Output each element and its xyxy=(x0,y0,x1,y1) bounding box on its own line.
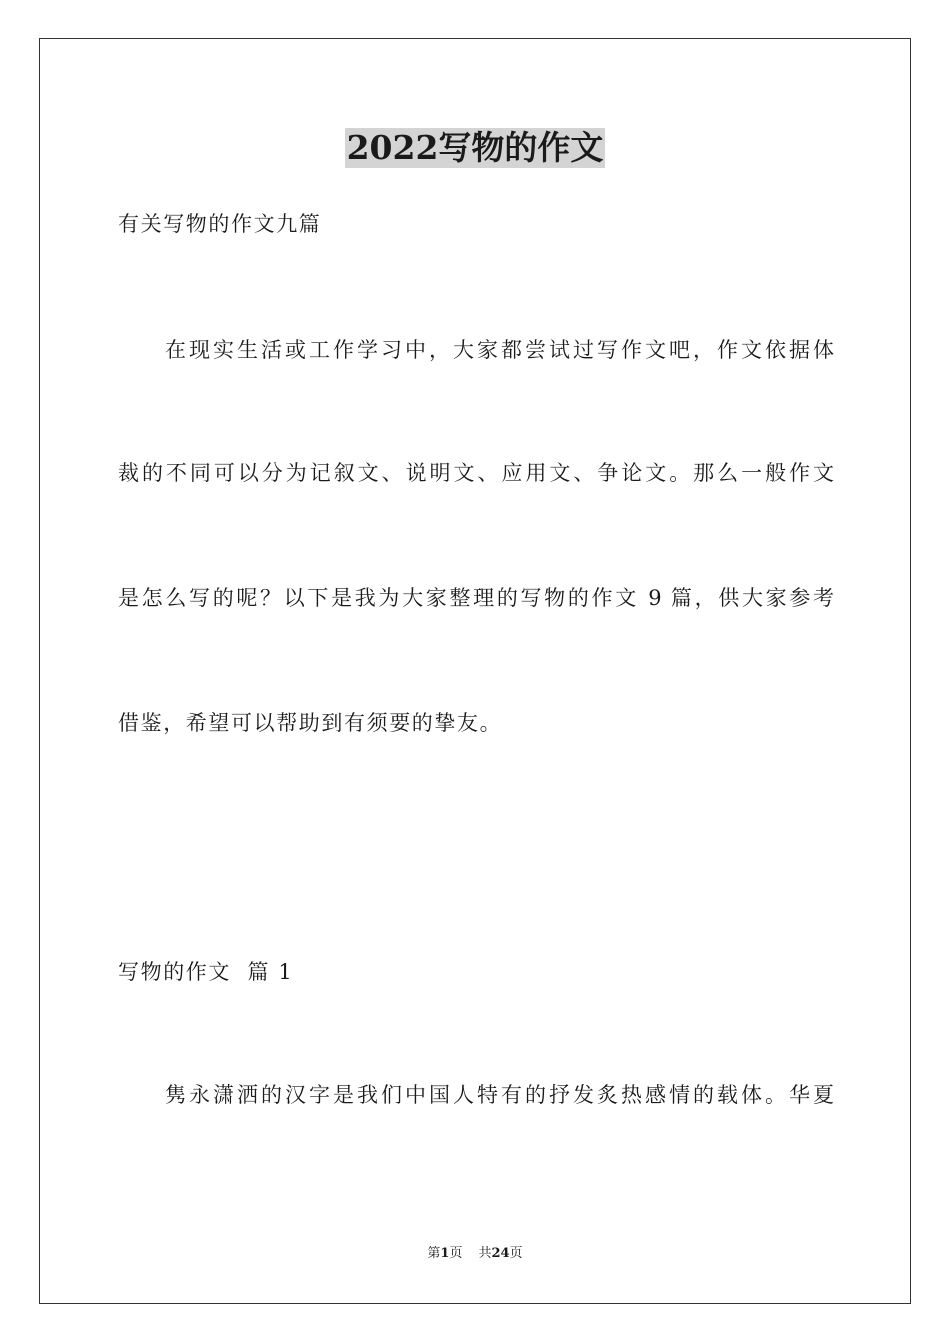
footer-total-suffix: 页 xyxy=(509,1246,523,1261)
intro-line-1: 在现实生活或工作学习中，大家都尝试过写作文吧，作文依据体 xyxy=(165,338,834,362)
section-line-1: 隽永潇洒的汉字是我们中国人特有的抒发炙热感情的载体。华夏 xyxy=(165,1083,834,1107)
footer-page-prefix: 第 xyxy=(427,1246,441,1261)
page-footer xyxy=(0,1245,950,1263)
intro-line-3: 是怎么写的呢？以下是我为大家整理的写物的作文 9 篇，供大家参考 xyxy=(118,586,834,610)
document-title: 2022写物的作文 xyxy=(346,128,604,167)
footer-page-number: 1 xyxy=(440,1246,450,1261)
intro-line-2: 裁的不同可以分为记叙文、说明文、应用文、争论文。那么一般作文 xyxy=(118,461,834,485)
section-heading: 写物的作文 篇 1 xyxy=(118,960,294,984)
document-subtitle: 有关写物的作文九篇 xyxy=(118,212,322,236)
footer-total-pages: 24 xyxy=(491,1246,510,1261)
intro-line-4: 借鉴，希望可以帮助到有须要的挚友。 xyxy=(118,711,503,735)
footer-page-suffix: 页 xyxy=(449,1246,463,1261)
title-container xyxy=(0,128,950,168)
footer-total-prefix: 共 xyxy=(478,1246,492,1261)
